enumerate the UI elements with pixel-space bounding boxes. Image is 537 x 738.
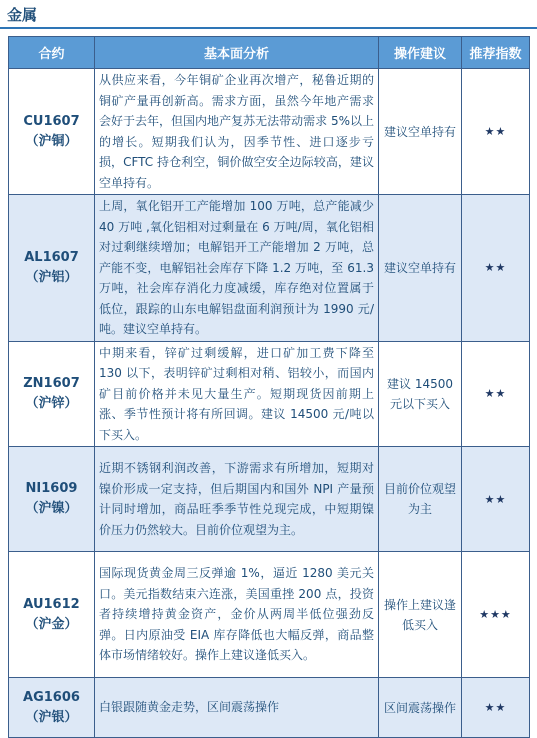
analysis-cell: 白银跟随黄金走势，区间震荡操作 — [95, 678, 379, 738]
contract-code: AL1607 — [24, 249, 79, 265]
rating-stars: ★★ — [462, 678, 530, 738]
header-contract: 合约 — [9, 37, 95, 69]
advice-cell: 建议空单持有 — [379, 69, 462, 195]
section-title: 金属 — [7, 6, 38, 24]
header-advice: 操作建议 — [379, 37, 462, 69]
table-row — [9, 447, 530, 552]
contract-code: ZN1607 — [23, 375, 80, 391]
header-analysis: 基本面分析 — [95, 37, 379, 69]
rating-stars: ★★★ — [462, 552, 530, 678]
contract-cell — [9, 552, 95, 678]
contract-code: CU1607 — [23, 113, 80, 129]
rating-stars: ★★ — [462, 341, 530, 447]
table-row — [9, 552, 530, 678]
metals-table — [8, 36, 530, 738]
table-row — [9, 69, 530, 195]
advice-cell: 操作上建议逢低买入 — [379, 552, 462, 678]
analysis-cell: 国际现货黄金周三反弹逾 1%，逼近 1280 美元关口。美元指数结束六连涨，美国重挫 200 点，投资者持续增持黄金资产，金价从两周半低位强劲反弹。日内原油受 EIA 库存降低也大幅反弹，商品整体市场情绪较好。操作上建议逢低买入。 — [95, 552, 379, 678]
analysis-cell: 近期不锈钢利润改善，下游需求有所增加，短期对镍价形成一定支持，但后期国内和国外 NPI 产量预计同时增加，商品旺季季节性兑现完成，中短期镍价压力仍然较大。目前价位观望为主。 — [95, 447, 379, 552]
analysis-cell: 上周，氧化铝开工产能增加 100 万吨，总产能减少 40 万吨 ,氧化铝相对过剩量在 6 万吨/周，氧化铝相对过剩继续增加；电解铝开工产能增加 2 万吨，总产能不变，电解铝社会库存下降 1.2 万吨，至 61.3 万吨，社会库存消化力度减缓，库存绝对位置属于低位，跟踪的山东电解铝盘面利润预计为 1990 元/吨。建议空单持有。 — [95, 195, 379, 342]
contract-name: （沪铜） — [25, 133, 78, 149]
contract-cell — [9, 678, 95, 738]
advice-cell: 建议空单持有 — [379, 195, 462, 342]
contract-cell — [9, 447, 95, 552]
title-divider — [0, 27, 537, 29]
analysis-cell: 从供应来看，今年铜矿企业再次增产，秘鲁近期的铜矿产量再创新高。需求方面，虽然今年地产需求会好于去年，但国内地产复苏无法带动需求 5%以上的增长。短期我们认为，因季节性、进口逐步亏损，CFTC 持仓利空，铜价做空安全边际较高，建议空单持有。 — [95, 69, 379, 195]
advice-cell: 建议 14500 元以下买入 — [379, 341, 462, 447]
contract-name: （沪镍） — [25, 501, 78, 516]
header-rating: 推荐指数 — [462, 37, 530, 69]
table-row — [9, 341, 530, 447]
rating-stars: ★★ — [462, 447, 530, 552]
analysis-cell: 中期来看，锌矿过剩缓解，进口矿加工费下降至 130 以下，表明锌矿过剩相对稍、铝较小，而国内矿目前价格并未见大量生产。短期现货因前期上涨、季节性预计将有所回调。建议 14500 元/吨以下买入。 — [95, 341, 379, 447]
contract-name: （沪铝） — [25, 269, 78, 285]
contract-name: （沪锌） — [25, 395, 78, 411]
contract-cell — [9, 195, 95, 342]
contract-code: AG1606 — [23, 689, 80, 705]
rating-stars: ★★ — [462, 195, 530, 342]
advice-cell: 目前价位观望为主 — [379, 447, 462, 552]
contract-code: NI1609 — [25, 481, 78, 496]
rating-stars: ★★ — [462, 69, 530, 195]
advice-cell: 区间震荡操作 — [379, 678, 462, 738]
table-row — [9, 195, 530, 342]
contract-code: AU1612 — [23, 596, 80, 612]
table-header-row — [9, 37, 530, 69]
table-row — [9, 678, 530, 738]
contract-name: （沪银） — [25, 709, 78, 725]
contract-cell — [9, 69, 95, 195]
contract-cell — [9, 341, 95, 447]
contract-name: （沪金） — [25, 616, 78, 632]
